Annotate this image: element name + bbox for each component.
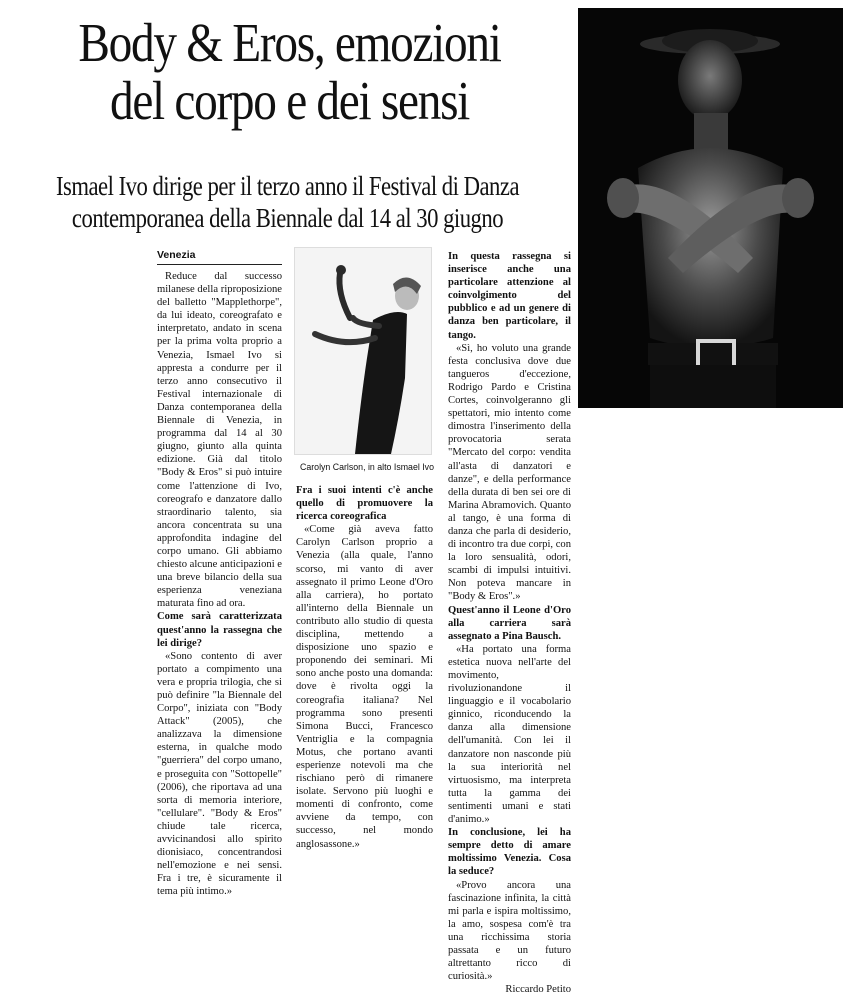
subhead-line-1: Ismael Ivo dirige per il terzo anno il Festival di Danza <box>55 171 520 201</box>
article-column-2 <box>296 484 433 851</box>
headline-line-2: del corpo e dei sensi <box>109 70 470 131</box>
paragraph: «Sì, ho voluto una grande festa conclusiva dove due tangueros d'eccezione, Rodrigo Pardo e Cristina Cortes, coinvolgeranno gli spettatori, mio intento come dimostra l'inserimento della provocatoria serata "Mercato del corpo: vendita all'asta di danzatori e danze", e della performance della durata di ben sei ore di Marina Abramovich. Quanto al tango, è una forma di danza che parla di desiderio, di incontro tra due corpi, con la loro sensualità, odori, scambi di impulsi intuitivi. Non poteva mancare in "Body & Eros".» <box>448 342 571 603</box>
paragraph: «Sono contento di aver portato a compimento una vera e propria trilogia, che si può definire "la Biennale del Corpo", iniziata con "Body Attack" (2005), che analizzava la dimensione esterna, in qualche modo "guerriera" del corpo umano, e proseguita con "Sottopelle" (2006), che riportava ad una sorta di memoria interiore, "cellulare". "Body & Eros" chiude tale ricerca, avvicinandosi allo spirito dionisiaco, concentrandosi nell'emozione e nei sensi. Fra i tre, è sicuramente il tema più intimo.» <box>157 650 282 898</box>
headline-line-1: Body & Eros, emozioni <box>78 12 501 73</box>
paragraph: Reduce dal successo milanese della riproposizione del balletto "Mapplethorpe", da lui ideato, coreografato e interpretato, andato in scena per la prima volta proprio a Venezia, Ismael Ivo si appresta a condurre per il terzo anno consecutivo il Festival internazionale di Danza contemporanea della Biennale di Venezia, in programma dal 14 al 30 giugno, giunto alla quinta edizione. Già dal titolo "Body & Eros" si può intuire come l'attenzione di Ivo, coreografo e danzatore dallo straordinario talento, sia ancora concentrata su una approfondita indagine del corpo umano. Gli abbiamo chiesto alcune anticipazioni e una breve bilancio della sua esperienza veneziana maturata fino ad ora. <box>157 271 283 610</box>
paragraph: «Come già aveva fatto Carolyn Carlson proprio a Venezia (alla quale, l'anno scorso, mi vanto di aver assegnato il primo Leone d'Oro alla carriera), ho portato all'interno della Biennale un contributo allo studio di questa disciplina, mettendo a disposizione uno spazio e proponendo dei seminari. Mi sono anche posto una domanda: dove è rivolta oggi la coreografia italiana? Nel programma sono presenti Simona Bucci, Francesco Ventriglia e la compagnia Motus, che portano avanti esperienze notevoli ma che rischiano però di rimanere isolate. Servono più luoghi e momenti di confronto, come avviene da tempo, con successo, nel mondo anglosassone.» <box>296 524 433 850</box>
paragraph: «Ha portato una forma estetica nuova nell'arte del movimento, rivoluzionandone il linguaggio e il vocabolario ginnico, riconducendo la danza alla dimensione dell'umanità. Con lei il danzatore non nasconde più la sua interiorità nel virtuosismo, ma interpreta tutta la gamma dei sentimenti umani e stati d'animo.» <box>448 643 571 826</box>
interview-question: Fra i suoi intenti c'è anche quello di promuovere la ricerca coreografica <box>296 485 433 523</box>
interview-question: Quest'anno il Leone d'Oro alla carriera sarà assegnato a Pina Bausch. <box>448 604 571 642</box>
interview-question: Come sarà caratterizzata quest'anno la rassegna che lei dirige? <box>157 611 282 649</box>
interview-question: In questa rassegna si inserisce anche una particolare attenzione al coinvolgimento del pubblico e ad un genere di danza ben particolare, il tango. <box>448 251 571 341</box>
photo-caption: Carolyn Carlson, in alto Ismael Ivo <box>300 462 434 472</box>
dateline-kicker: Venezia <box>157 249 282 265</box>
subhead-line-2: contemporanea della Biennale dal 14 al 30 giugno <box>71 203 504 233</box>
paragraph: «Provo ancora una fascinazione infinita, la città mi parla e ispira moltissimo, la amo, sospesa com'è tra una ricchissima storia passata e un futuro altrettanto ricco di curiosità.» <box>448 879 571 983</box>
article-column-3 <box>448 250 571 996</box>
article-subheadline <box>46 170 529 234</box>
author-signature: Riccardo Petito <box>505 984 571 996</box>
carolyn-carlson-photo <box>294 247 432 455</box>
article-headline <box>51 14 528 130</box>
interview-question: In conclusione, lei ha sempre detto di amare moltissimo Venezia. Cosa la seduce? <box>448 827 571 878</box>
article-column-1 <box>157 270 282 899</box>
dancer-photo-large <box>578 8 843 408</box>
dancer-photo-illustration <box>295 248 431 454</box>
dancer-photo-illustration <box>578 8 843 408</box>
